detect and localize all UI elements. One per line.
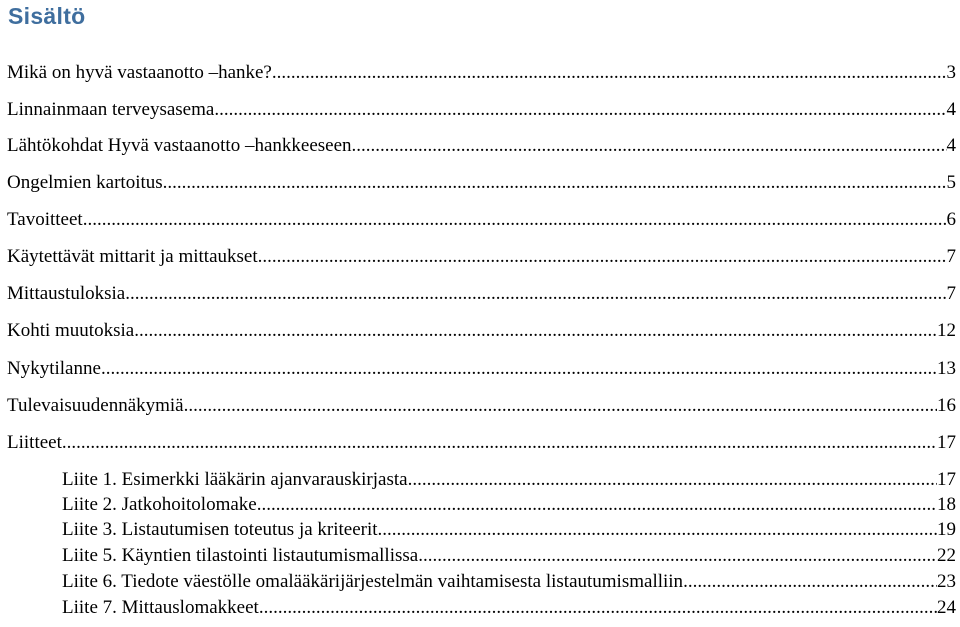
toc-entry-page: 4 (946, 135, 956, 156)
toc-heading: Sisältö (8, 3, 86, 29)
toc-entry-page: 24 (937, 597, 956, 618)
dot-leader (257, 494, 937, 516)
dot-leader (214, 99, 946, 121)
toc-entry[interactable] (7, 99, 956, 121)
dot-leader (352, 135, 947, 157)
toc-entry-label: Liite 2. Jatkohoitolomake (62, 494, 257, 515)
toc-entry-page: 16 (937, 395, 956, 416)
toc-entry[interactable] (7, 283, 956, 305)
toc-subentry[interactable] (62, 494, 956, 516)
dot-leader (83, 209, 947, 231)
dot-leader (272, 62, 947, 84)
toc-subentry[interactable] (62, 519, 956, 541)
toc-entry[interactable] (7, 62, 956, 84)
toc-entry[interactable] (7, 320, 956, 342)
toc-entry-page: 12 (937, 320, 956, 341)
toc-entry-label: Kohti muutoksia (7, 320, 135, 341)
toc-entry-page: 23 (937, 571, 956, 592)
toc-entry[interactable] (7, 135, 956, 157)
toc-entry-label: Linnainmaan terveysasema (7, 99, 215, 120)
dot-leader (134, 320, 937, 342)
dot-leader (163, 172, 947, 194)
dot-leader (258, 246, 947, 268)
toc-entry-label: Käytettävät mittarit ja mittaukset (7, 246, 258, 267)
toc-entry-label: Lähtökohdat Hyvä vastaanotto –hankkeeseen (7, 135, 352, 156)
dot-leader (378, 519, 937, 541)
toc-entry-page: 5 (946, 172, 956, 193)
toc-entry[interactable] (7, 246, 956, 268)
toc-entry-page: 22 (937, 545, 956, 566)
dot-leader (184, 395, 937, 417)
toc-entry-label: Liite 1. Esimerkki lääkärin ajanvarauskirjasta (62, 469, 408, 490)
dot-leader (259, 597, 937, 619)
toc-entry-page: 6 (946, 209, 956, 230)
dot-leader (125, 283, 946, 305)
toc-entry[interactable] (7, 209, 956, 231)
toc-entry[interactable] (7, 172, 956, 194)
toc-entry[interactable] (7, 395, 956, 417)
toc-entry-page: 17 (937, 432, 956, 453)
toc-entry-label: Liite 3. Listautumisen toteutus ja kriteerit (62, 519, 378, 540)
toc-entry-label: Ongelmien kartoitus (7, 172, 163, 193)
toc-entry-label: Liite 7. Mittauslomakkeet (62, 597, 259, 618)
toc-entry-label: Mikä on hyvä vastaanotto –hanke? (7, 62, 272, 83)
dot-leader (62, 432, 937, 454)
toc-entry-label: Tulevaisuudennäkymiä (7, 395, 184, 416)
toc-subentry[interactable] (62, 597, 956, 619)
toc-entry-page: 18 (937, 494, 956, 515)
toc-entry-label: Liite 6. Tiedote väestölle omalääkärijärjestelmän vaihtamisesta listautumismalliin (62, 571, 684, 592)
toc-entry-label: Nykytilanne (7, 358, 101, 379)
toc-entry-page: 3 (946, 62, 956, 83)
dot-leader (418, 545, 937, 567)
toc-entry-label: Tavoitteet (7, 209, 83, 230)
dot-leader (683, 571, 937, 593)
toc-entry-label: Mittaustuloksia (7, 283, 126, 304)
toc-entry-page: 7 (946, 283, 956, 304)
toc-entry-page: 13 (937, 358, 956, 379)
toc-entry-page: 19 (937, 519, 956, 540)
toc-entry[interactable] (7, 358, 956, 380)
dot-leader (408, 469, 937, 491)
toc-entry-page: 17 (937, 469, 956, 490)
dot-leader (101, 358, 937, 380)
toc-entry-label: Liite 5. Käyntien tilastointi listautumismallissa (62, 545, 419, 566)
toc-entry-page: 7 (946, 246, 956, 267)
toc-subentry[interactable] (62, 545, 956, 567)
toc-entry-label: Liitteet (7, 432, 62, 453)
toc-subentry[interactable] (62, 469, 956, 491)
toc-entry[interactable] (7, 432, 956, 454)
toc-entry-page: 4 (946, 99, 956, 120)
toc-subentry[interactable] (62, 571, 956, 593)
